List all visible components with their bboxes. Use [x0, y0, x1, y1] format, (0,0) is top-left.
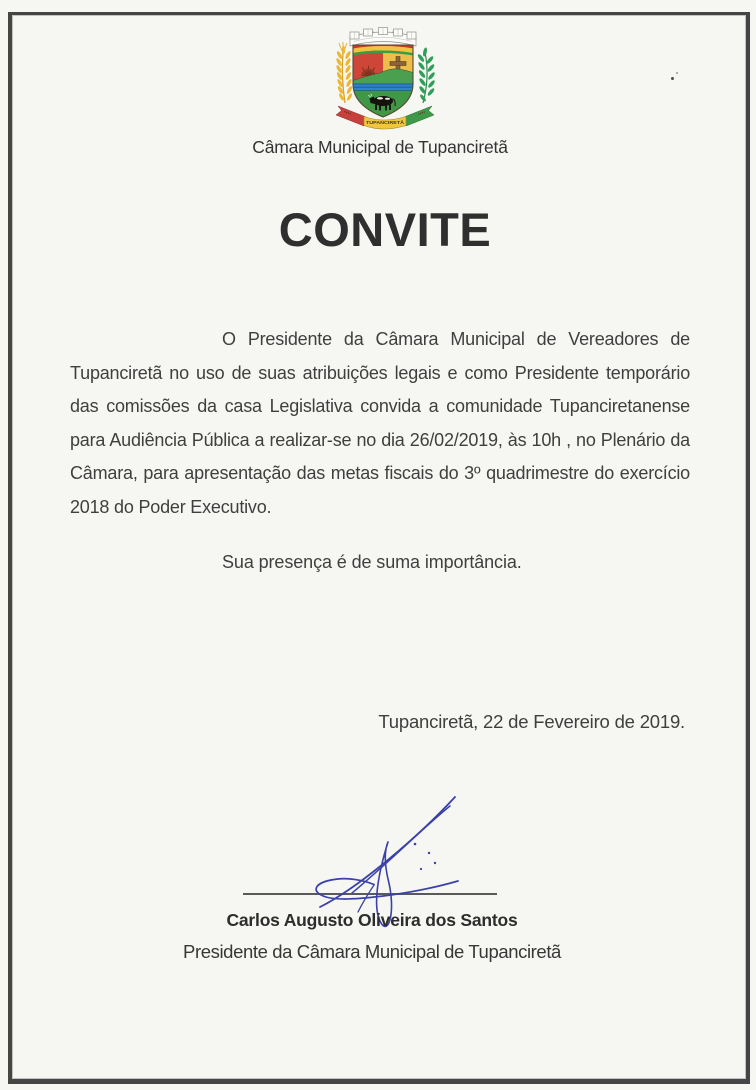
wheat-branch-icon — [335, 42, 353, 103]
closing-line: Sua presença é de suma importância. — [222, 552, 522, 572]
laurel-branch-icon — [417, 47, 436, 103]
signature-ink-dots — [414, 843, 437, 870]
crest-ribbon-text: TUPANCIRETÃ — [366, 120, 404, 125]
signer-role: Presidente da Câmara Municipal de Tupanciretã — [183, 941, 561, 962]
mural-crown-icon — [350, 28, 416, 47]
signer-name: Carlos Augusto Oliveira dos Santos — [226, 910, 518, 930]
scan-speck — [671, 77, 674, 80]
invitation-paragraph: O Presidente da Câmara Municipal de Vereadores de Tupanciretã no uso de suas atribuições legais e como Presidente temporário das comissões da casa Legislativa convida a comunidade Tupanciretanense para Audiência Pública a realizar-se no dia 26/02/2019, às 10h , no Plenário da Câmara, para apresentação das metas fiscais do 3º quadrimestre do exercício 2018 do Poder Executivo. — [70, 329, 690, 517]
date-line: Tupanciretã, 22 de Fevereiro de 2019. — [378, 711, 685, 732]
shield — [353, 45, 413, 121]
coat-of-arms — [330, 22, 440, 130]
document-title: CONVITE — [278, 203, 492, 256]
org-name-caption: Câmara Municipal de Tupanciretã — [252, 137, 508, 157]
